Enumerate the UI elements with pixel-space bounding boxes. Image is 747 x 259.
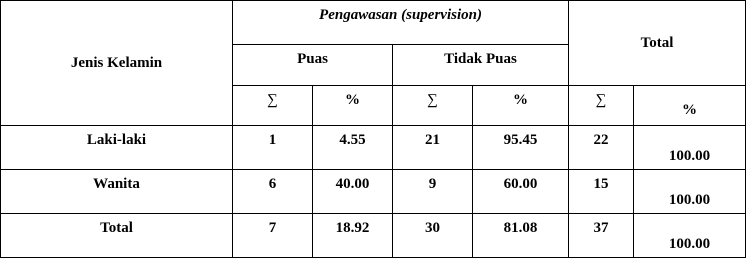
cell-puas-percent: 18.92 xyxy=(313,214,393,258)
header-puas-percent: % xyxy=(313,86,393,126)
cell-tidak-percent: 95.45 xyxy=(473,126,569,170)
header-puas-count: ∑ xyxy=(233,86,313,126)
cell-total-count: 22 xyxy=(569,126,634,170)
table-row xyxy=(1,126,746,170)
cell-total-count: 37 xyxy=(569,214,634,258)
cell-tidak-count: 9 xyxy=(393,170,473,214)
cell-puas-count: 7 xyxy=(233,214,313,258)
cell-total-percent: 100.00 xyxy=(634,126,746,170)
header-total-count: ∑ xyxy=(569,86,634,126)
cell-total-percent: 100.00 xyxy=(634,170,746,214)
cell-puas-percent: 40.00 xyxy=(313,170,393,214)
cell-total-percent: 100.00 xyxy=(634,214,746,258)
header-tidak-percent: % xyxy=(473,86,569,126)
cell-tidak-percent: 60.00 xyxy=(473,170,569,214)
cell-puas-count: 1 xyxy=(233,126,313,170)
row-label: Wanita xyxy=(1,170,233,214)
row-label: Laki-laki xyxy=(1,126,233,170)
header-total-percent: % xyxy=(634,86,746,126)
cell-tidak-count: 30 xyxy=(393,214,473,258)
header-puas: Puas xyxy=(233,45,393,86)
table-row xyxy=(1,214,746,258)
cell-puas-percent: 4.55 xyxy=(313,126,393,170)
header-tidak-count: ∑ xyxy=(393,86,473,126)
row-label: Total xyxy=(1,214,233,258)
header-total: Total xyxy=(569,1,746,86)
cell-puas-count: 6 xyxy=(233,170,313,214)
table-row xyxy=(1,170,746,214)
header-jenis-kelamin: Jenis Kelamin xyxy=(1,1,233,126)
cell-tidak-percent: 81.08 xyxy=(473,214,569,258)
cell-total-count: 15 xyxy=(569,170,634,214)
header-pengawasan: Pengawasan (supervision) xyxy=(233,1,569,45)
cell-tidak-count: 21 xyxy=(393,126,473,170)
header-tidak-puas: Tidak Puas xyxy=(393,45,569,86)
